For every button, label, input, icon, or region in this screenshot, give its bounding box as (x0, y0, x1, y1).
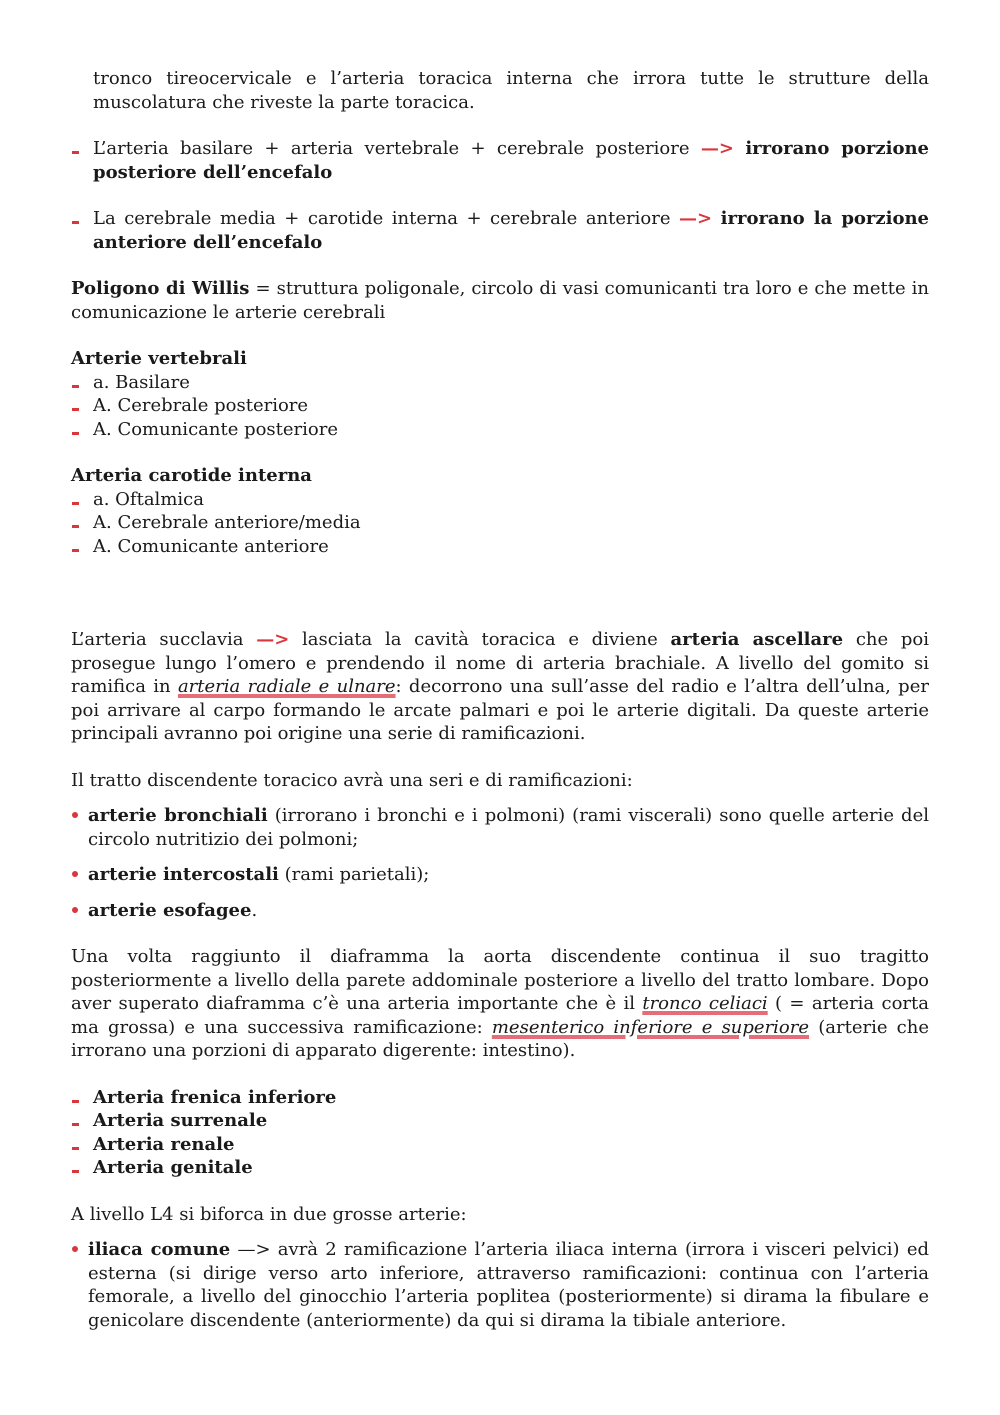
dash-marker-icon (72, 1170, 79, 1173)
willis-paragraph (71, 277, 929, 324)
intro-paragraph: tronco tireocervicale e l’arteria toracica interna che irrora tutte le strutture della muscolatura che riveste la parte toracica. (93, 68, 929, 113)
list-item-text: A. Comunicante anteriore (93, 535, 329, 557)
list-item-text: Arteria genitale (93, 1157, 253, 1178)
item-bold-text: irrorano la porzione anteriore dell’encefalo (93, 208, 929, 253)
vertebrali-heading: Arterie vertebrali (71, 348, 247, 369)
list-item (71, 394, 929, 418)
text-span: lasciata la cavità toracica e diviene (302, 629, 658, 650)
dash-list-item (71, 137, 929, 184)
carotide-heading: Arteria carotide interna (71, 465, 312, 486)
list-item (71, 511, 929, 535)
bullet-text: . (251, 899, 258, 921)
list-item (71, 1086, 929, 1110)
aorta-paragraph (71, 945, 929, 1063)
bullet-dot-icon (72, 871, 78, 877)
arrow-icon: —> (700, 138, 734, 159)
list-item-text: Arteria surrenale (93, 1110, 268, 1131)
list-item (71, 1156, 929, 1180)
dash-marker-icon (72, 502, 79, 505)
bold-term: arteria ascellare (670, 629, 844, 650)
text-span: che poi prosegue lungo l’omero e prendendo il nome di arteria brachiale. A livello del gomito si ramifica in (71, 629, 929, 697)
dash-marker-icon (72, 385, 79, 388)
arrow-icon: —> (679, 208, 713, 229)
list-item-text: A. Cerebrale posteriore (93, 395, 309, 416)
bullet-dot-icon (72, 812, 78, 818)
arrow-icon: —> (256, 629, 290, 650)
dash-list-item (71, 207, 929, 254)
list-item-text: a. Oftalmica (93, 488, 204, 510)
list-item (71, 1133, 929, 1157)
list-item (71, 535, 929, 559)
willis-term: Poligono di Willis (71, 278, 250, 299)
list-item (71, 418, 929, 442)
bullet-text: (irrorano i bronchi e i polmoni) (rami viscerali) sono quelle arterie del circolo nutritizio dei polmoni; (88, 805, 929, 850)
dash-marker-icon (72, 1147, 79, 1150)
dash-marker-icon (72, 221, 79, 224)
succlavia-paragraph (71, 628, 929, 746)
bullet-bold: arterie esofagee (88, 899, 252, 921)
bullet-item (71, 804, 929, 851)
text-span: L’arteria succlavia (71, 629, 244, 650)
dash-marker-icon (72, 549, 79, 552)
list-item (71, 1109, 929, 1133)
highlighted-term: arteria radiale e ulnare (177, 676, 396, 697)
l4-intro: A livello L4 si biforca in due grosse arterie: (71, 1203, 467, 1225)
willis-text: = struttura poligonale, circolo di vasi comunicanti tra loro e che mette in comunicazione le arterie cerebrali (71, 278, 929, 323)
dash-marker-icon (72, 151, 79, 154)
bullet-bold: arterie bronchiali (88, 805, 268, 826)
list-item (71, 371, 929, 395)
text-span: : decorrono una sull’asse del radio e l’altra dell’ulna, per poi arrivare al carpo formando le arcate palmari e poi le arterie digitali. Da queste arterie principali avranno poi origine una serie di ramificazioni. (71, 676, 929, 744)
bullet-dot-icon (72, 907, 78, 913)
bullet-item (71, 1238, 929, 1332)
highlighted-term: tronco celiaci (642, 993, 768, 1014)
list-item-text: a. Basilare (93, 371, 190, 393)
text-span: (arterie che irrorano una porzioni di apparato digerente: intestino). (71, 1016, 929, 1061)
item-text: La cerebrale media + carotide interna + cerebrale anteriore (93, 208, 671, 229)
bullet-text: —> avrà 2 ramificazione l’arteria iliaca interna (irrora i visceri pelvici) ed esterna (si dirige verso arto inferiore, attraverso ramificazioni: continua con l’arteria femorale, a livello del ginocchio l’arteria poplitea (posteriormente) si dirama la fibulare e genicolare discendente (anteriormente) da qui si dirama la tibiale anteriore. (88, 1239, 929, 1331)
document-page (71, 67, 929, 1332)
dash-marker-icon (72, 432, 79, 435)
list-item (71, 488, 929, 512)
bullet-dot-icon (72, 1246, 78, 1252)
toracico-intro: Il tratto discendente toracico avrà una seri e di ramificazioni: (71, 769, 633, 791)
list-item-text: A. Comunicante posteriore (93, 418, 339, 440)
bullet-bold: iliaca comune (88, 1239, 231, 1260)
item-text: L’arteria basilare + arteria vertebrale + cerebrale posteriore (93, 138, 690, 159)
bullet-text: (rami parietali); (278, 864, 430, 885)
bullet-bold: arterie intercostali (88, 864, 279, 885)
bullet-item (71, 899, 929, 923)
dash-marker-icon (72, 1100, 79, 1103)
highlighted-term: mesenterico inferiore e superiore (491, 1016, 810, 1038)
dash-marker-icon (72, 1123, 79, 1126)
text-span: ( = arteria corta ma grossa) e una successiva ramificazione: (71, 993, 929, 1038)
dash-marker-icon (72, 408, 79, 411)
list-item-text: Arteria renale (93, 1133, 235, 1155)
text-span: Una volta raggiunto il diaframma la aorta discendente continua il suo tragitto posteriormente a livello della parete addominale posteriore a livello del tratto lombare. Dopo aver superato diaframma c’è una arteria importante che è il (71, 946, 929, 1014)
item-bold-text: irrorano porzione posteriore dell’encefalo (93, 138, 929, 183)
list-item-text: Arteria frenica inferiore (93, 1086, 337, 1108)
list-item-text: A. Cerebrale anteriore/media (93, 512, 361, 533)
dash-marker-icon (72, 525, 79, 528)
bullet-item (71, 863, 929, 887)
